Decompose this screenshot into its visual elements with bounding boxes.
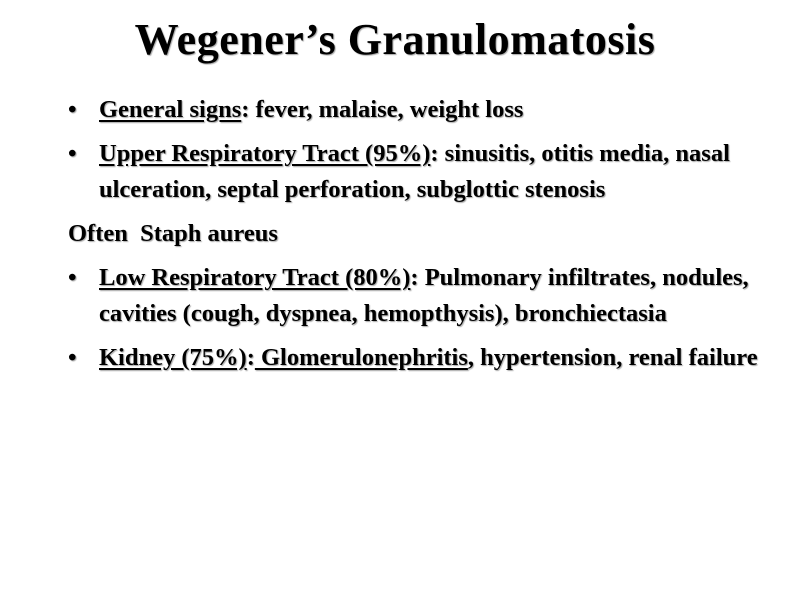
bullet-separator: : — [241, 96, 250, 123]
bullet-text: sinusitis, otitis media, nasal ulceration, septal perforation, subglottic stenosis — [99, 140, 730, 203]
bullet-separator: : — [410, 264, 419, 291]
slide-title: Wegener’s Granulomatosis — [134, 15, 656, 64]
bullet-general-signs — [68, 92, 768, 128]
bullet-dot: • — [68, 344, 77, 371]
bullet-text: Pulmonary infiltrates, nodules, cavities (cough, dyspnea, hemopthysis), bronchiectasia — [99, 264, 749, 327]
note-line: Often Staph aureus — [68, 220, 278, 247]
bullet-dot: • — [68, 264, 77, 291]
bullet-heading: General signs — [99, 96, 242, 123]
bullet-separator: : — [430, 140, 439, 167]
bullet-heading: Low Respiratory Tract (80%) — [99, 264, 411, 291]
bullet-heading: Upper Respiratory Tract (95%) — [99, 140, 431, 167]
bullet-kidney — [68, 340, 768, 376]
bullet-upper-respiratory — [68, 136, 768, 208]
slide-content — [68, 92, 768, 384]
bullet-text: fever, malaise, weight loss — [249, 96, 524, 123]
bullet-underlined-text: Glomerulonephritis — [254, 344, 468, 371]
bullet-text: , hypertension, renal failure — [467, 344, 758, 371]
bullet-separator: : — [246, 344, 255, 371]
bullet-dot: • — [68, 96, 77, 123]
bullet-dot: • — [68, 140, 77, 167]
bullet-low-respiratory — [68, 260, 768, 332]
bullet-heading: Kidney (75%) — [99, 344, 247, 371]
